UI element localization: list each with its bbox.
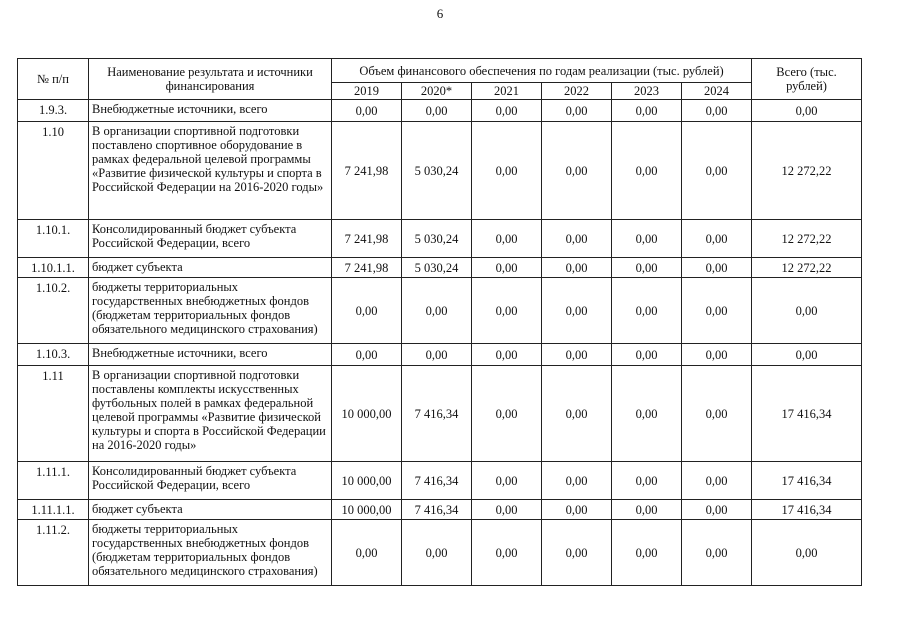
row-value: 0,00 [682,122,752,220]
row-value: 7 416,34 [402,500,472,520]
row-value: 7 241,98 [332,220,402,258]
row-name: В организации спортивной подготовки поставлены комплекты искусственных футбольных полей в рамках федеральной целевой программы «Развитие физической культуры и спорта в Российской Федерации на 2016-2020 годы» [89,366,332,462]
row-value: 0,00 [612,344,682,366]
row-value: 0,00 [472,366,542,462]
row-total: 0,00 [752,520,862,586]
row-number: 1.10.2. [18,278,89,344]
row-value: 10 000,00 [332,500,402,520]
row-name: бюджеты территориальных государственных внебюджетных фондов (бюджетам территориальных фондов обязательного медицинского страхования) [89,520,332,586]
row-total: 17 416,34 [752,500,862,520]
header-total: Всего (тыс. рублей) [752,59,862,100]
row-number: 1.9.3. [18,100,89,122]
row-value: 0,00 [612,100,682,122]
row-value: 7 241,98 [332,258,402,278]
row-value: 0,00 [542,122,612,220]
row-value: 0,00 [472,100,542,122]
row-value: 0,00 [612,500,682,520]
header-year: 2020* [402,83,472,100]
row-name: бюджет субъекта [89,500,332,520]
row-number: 1.11.1. [18,462,89,500]
financing-table [17,58,862,586]
row-value: 0,00 [472,344,542,366]
row-name: Консолидированный бюджет субъекта Российской Федерации, всего [89,220,332,258]
row-total: 0,00 [752,278,862,344]
row-value: 0,00 [612,278,682,344]
row-value: 0,00 [542,100,612,122]
header-year: 2019 [332,83,402,100]
row-value: 0,00 [332,520,402,586]
table-row [18,278,862,344]
row-value: 10 000,00 [332,462,402,500]
row-value: 0,00 [472,462,542,500]
header-year: 2023 [612,83,682,100]
row-value: 0,00 [542,344,612,366]
row-number: 1.10.3. [18,344,89,366]
row-name: Внебюджетные источники, всего [89,100,332,122]
table-row [18,500,862,520]
row-value: 0,00 [682,520,752,586]
row-value: 0,00 [402,278,472,344]
row-name: бюджет субъекта [89,258,332,278]
row-value: 0,00 [472,258,542,278]
row-number: 1.11.1.1. [18,500,89,520]
row-value: 0,00 [612,462,682,500]
header-year: 2021 [472,83,542,100]
row-total: 12 272,22 [752,122,862,220]
row-value: 7 416,34 [402,366,472,462]
row-value: 0,00 [542,220,612,258]
table-row [18,220,862,258]
row-value: 0,00 [332,344,402,366]
row-value: 0,00 [472,520,542,586]
row-value: 0,00 [682,344,752,366]
row-total: 0,00 [752,100,862,122]
row-value: 0,00 [682,500,752,520]
row-value: 0,00 [472,220,542,258]
row-number: 1.10.1.1. [18,258,89,278]
header-num: № п/п [18,59,89,100]
row-value: 5 030,24 [402,122,472,220]
row-value: 5 030,24 [402,258,472,278]
row-total: 0,00 [752,344,862,366]
row-value: 0,00 [682,100,752,122]
row-value: 0,00 [332,100,402,122]
page-number: 6 [436,6,444,21]
row-value: 0,00 [612,366,682,462]
table-row [18,100,862,122]
row-value: 0,00 [612,520,682,586]
table-row [18,122,862,220]
row-value: 0,00 [542,520,612,586]
row-value: 0,00 [472,278,542,344]
table-row [18,344,862,366]
row-number: 1.11.2. [18,520,89,586]
row-value: 0,00 [682,258,752,278]
row-value: 0,00 [402,100,472,122]
row-value: 0,00 [402,344,472,366]
row-value: 0,00 [542,500,612,520]
table-row [18,366,862,462]
row-name: Внебюджетные источники, всего [89,344,332,366]
row-value: 0,00 [542,462,612,500]
row-value: 0,00 [542,258,612,278]
table-row [18,520,862,586]
row-value: 0,00 [612,122,682,220]
row-value: 0,00 [612,220,682,258]
row-total: 17 416,34 [752,462,862,500]
row-value: 0,00 [472,500,542,520]
row-value: 0,00 [332,278,402,344]
row-value: 10 000,00 [332,366,402,462]
header-volume: Объем финансового обеспечения по годам реализации (тыс. рублей) [332,59,752,83]
table-row [18,462,862,500]
row-value: 0,00 [682,366,752,462]
row-number: 1.10 [18,122,89,220]
row-value: 5 030,24 [402,220,472,258]
row-value: 0,00 [402,520,472,586]
row-number: 1.11 [18,366,89,462]
row-total: 12 272,22 [752,258,862,278]
row-value: 0,00 [542,278,612,344]
row-value: 0,00 [682,220,752,258]
row-value: 7 416,34 [402,462,472,500]
header-year: 2022 [542,83,612,100]
row-value: 0,00 [682,278,752,344]
row-value: 0,00 [542,366,612,462]
header-name: Наименование результата и источники финансирования [89,59,332,100]
row-number: 1.10.1. [18,220,89,258]
row-total: 17 416,34 [752,366,862,462]
row-name: Консолидированный бюджет субъекта Российской Федерации, всего [89,462,332,500]
table-row [18,258,862,278]
row-value: 0,00 [472,122,542,220]
row-name: бюджеты территориальных государственных внебюджетных фондов (бюджетам территориальных фондов обязательного медицинского страхования) [89,278,332,344]
row-value: 7 241,98 [332,122,402,220]
row-total: 12 272,22 [752,220,862,258]
row-value: 0,00 [612,258,682,278]
header-year: 2024 [682,83,752,100]
row-value: 0,00 [682,462,752,500]
row-name: В организации спортивной подготовки поставлено спортивное оборудование в рамках федеральной целевой программы «Развитие физической культуры и спорта в Российской Федерации на 2016-2020 годы» [89,122,332,220]
